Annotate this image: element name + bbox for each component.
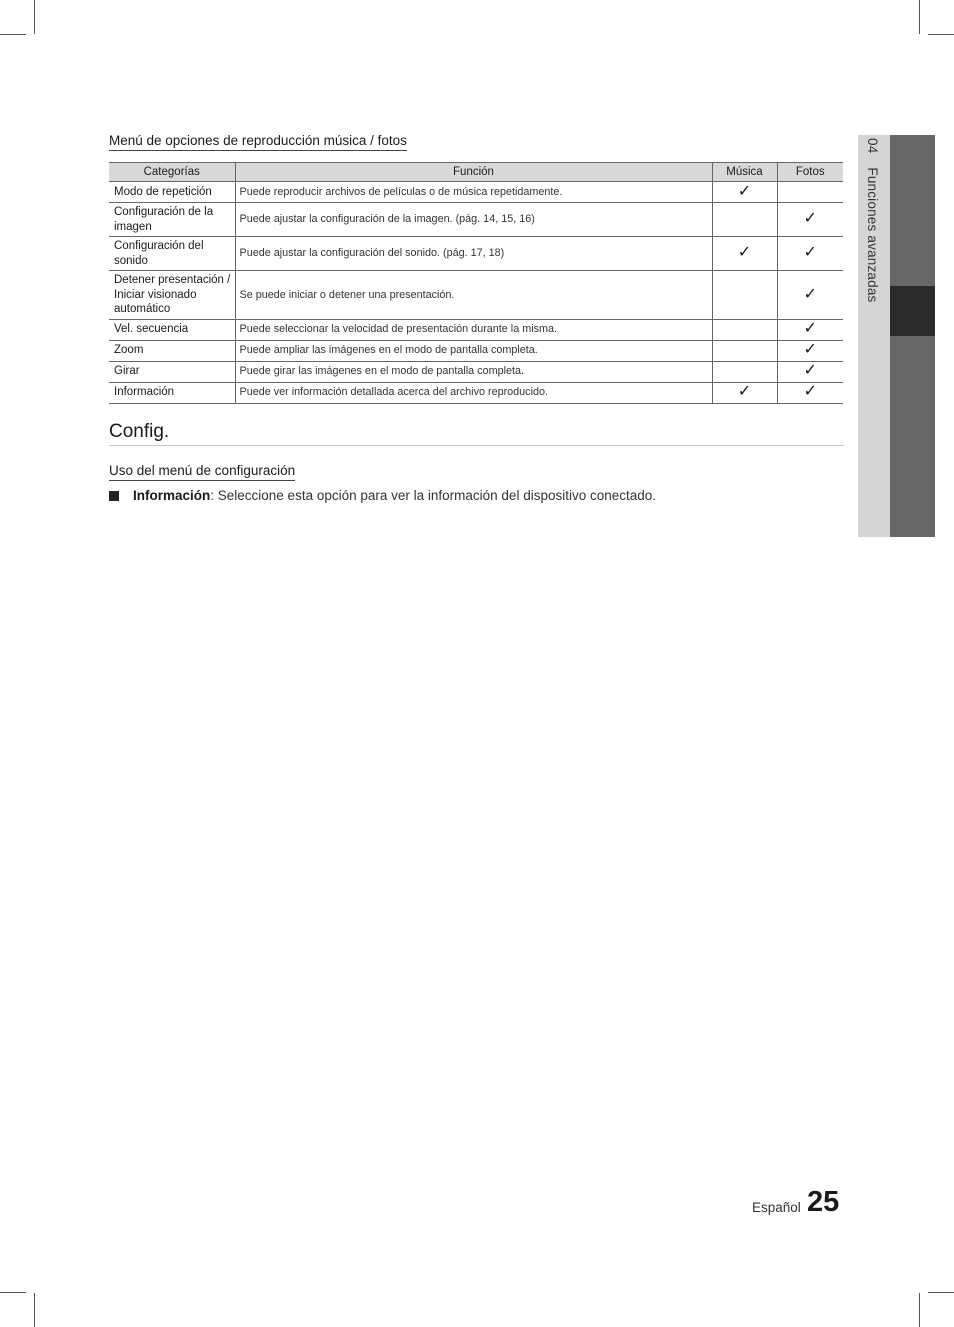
table-row	[109, 237, 843, 271]
function-cell: Puede ver información detallada acerca del archivo reproducido.	[235, 382, 712, 403]
crop-mark	[34, 0, 35, 34]
crop-mark	[0, 1292, 26, 1293]
chapter-title: Funciones avanzadas	[865, 167, 880, 303]
function-cell: Se puede iniciar o detener una presentación.	[235, 271, 712, 320]
function-cell: Puede seleccionar la velocidad de presentación durante la misma.	[235, 319, 712, 340]
photos-check-icon: ✓	[777, 319, 843, 340]
music-check-icon	[712, 361, 777, 382]
music-check-icon: ✓	[712, 382, 777, 403]
photos-check-icon: ✓	[777, 382, 843, 403]
crop-mark	[919, 0, 920, 34]
crop-mark	[928, 1292, 954, 1293]
column-header-function: Función	[235, 163, 712, 182]
music-check-icon	[712, 340, 777, 361]
photos-check-icon: ✓	[777, 340, 843, 361]
bullet-text: : Seleccione esta opción para ver la información del dispositivo conectado.	[210, 488, 657, 503]
category-cell: Zoom	[109, 340, 235, 361]
chapter-number: 04	[865, 138, 880, 154]
page-number: 25	[807, 1186, 840, 1218]
function-cell: Puede girar las imágenes en el modo de pantalla completa.	[235, 361, 712, 382]
info-bullet	[109, 488, 656, 503]
crop-mark	[919, 1293, 920, 1327]
table-header-row	[109, 163, 843, 182]
photos-check-icon: ✓	[777, 271, 843, 320]
music-check-icon: ✓	[712, 237, 777, 271]
side-tab-bar	[890, 135, 935, 537]
column-header-categories: Categorías	[109, 163, 235, 182]
photos-check-icon	[777, 182, 843, 203]
column-header-photos: Fotos	[777, 163, 843, 182]
crop-mark	[928, 34, 954, 35]
category-cell: Modo de repetición	[109, 182, 235, 203]
section-title: Config.	[109, 421, 170, 442]
bullet-term: Información	[133, 488, 211, 503]
options-table	[109, 162, 843, 404]
side-tab-marker	[890, 286, 935, 336]
music-check-icon	[712, 319, 777, 340]
table-row	[109, 361, 843, 382]
table-heading: Menú de opciones de reproducción música / fotos	[109, 133, 407, 151]
table-row	[109, 382, 843, 403]
crop-mark	[34, 1293, 35, 1327]
config-subheading: Uso del menú de configuración	[109, 463, 295, 481]
table-row	[109, 319, 843, 340]
category-cell: Información	[109, 382, 235, 403]
table-row	[109, 271, 843, 320]
table-row	[109, 182, 843, 203]
music-check-icon: ✓	[712, 182, 777, 203]
column-header-music: Música	[712, 163, 777, 182]
function-cell: Puede reproducir archivos de películas o de música repetidamente.	[235, 182, 712, 203]
table-row	[109, 203, 843, 237]
category-cell: Detener presentación / Iniciar visionado automático	[109, 271, 235, 320]
table-row	[109, 340, 843, 361]
function-cell: Puede ajustar la configuración del sonido. (pág. 17, 18)	[235, 237, 712, 271]
category-cell: Configuración de la imagen	[109, 203, 235, 237]
square-bullet-icon	[109, 491, 119, 501]
photos-check-icon: ✓	[777, 361, 843, 382]
crop-mark	[0, 34, 26, 35]
music-check-icon	[712, 271, 777, 320]
function-cell: Puede ajustar la configuración de la imagen. (pág. 14, 15, 16)	[235, 203, 712, 237]
music-check-icon	[712, 203, 777, 237]
photos-check-icon: ✓	[777, 237, 843, 271]
footer-language: Español	[752, 1200, 801, 1215]
category-cell: Configuración del sonido	[109, 237, 235, 271]
category-cell: Vel. secuencia	[109, 319, 235, 340]
function-cell: Puede ampliar las imágenes en el modo de pantalla completa.	[235, 340, 712, 361]
side-tab-label	[865, 138, 880, 303]
category-cell: Girar	[109, 361, 235, 382]
section-divider	[109, 445, 844, 446]
photos-check-icon: ✓	[777, 203, 843, 237]
